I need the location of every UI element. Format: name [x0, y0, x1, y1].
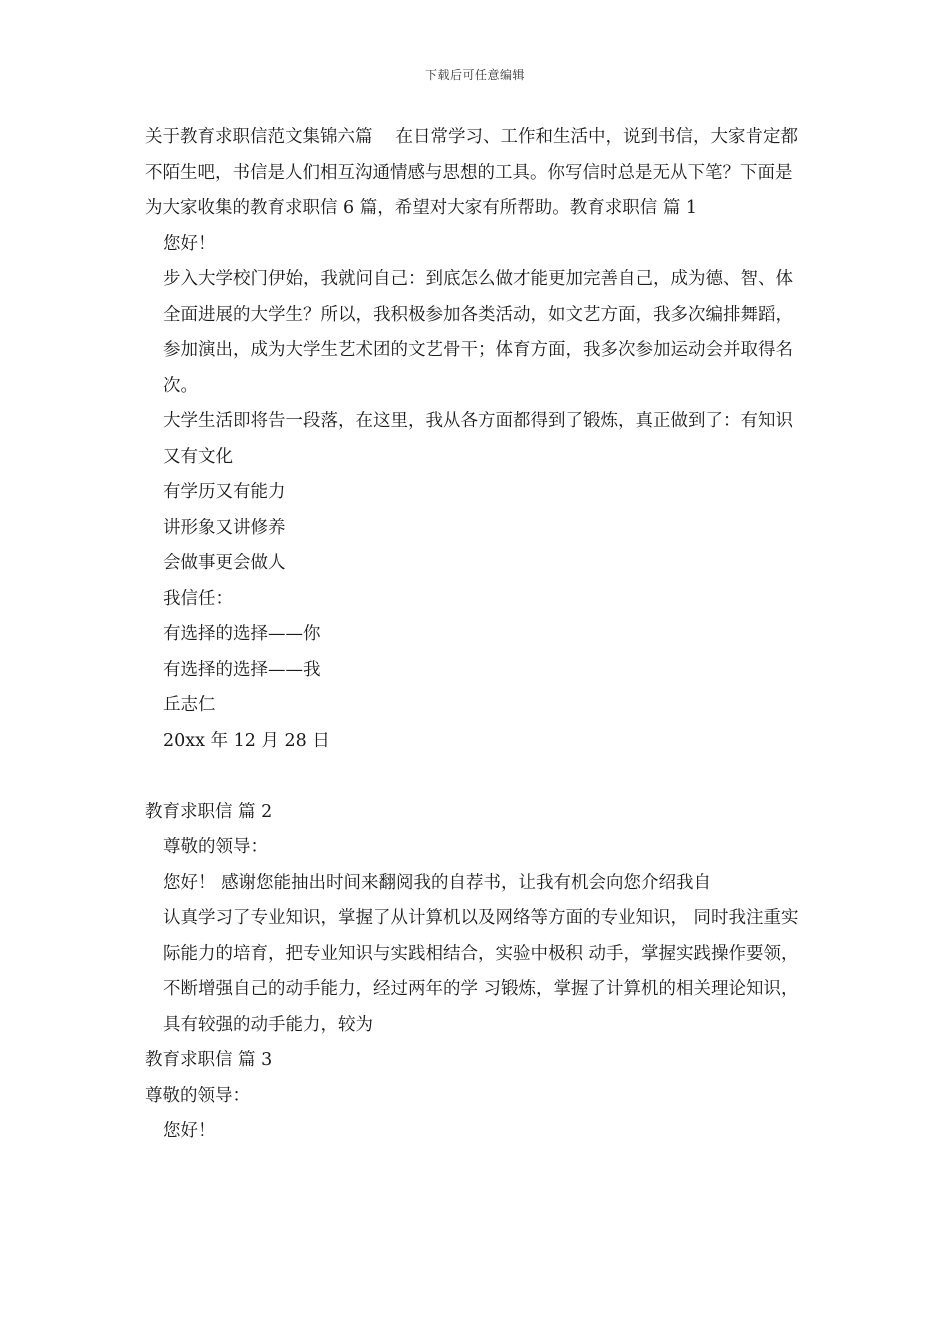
letter1-line-5: 有选择的选择——你 [163, 624, 321, 644]
letter1-date: 20xx 年 12 月 28 日 [163, 730, 330, 751]
letter3-greeting: 您好！ [163, 1121, 216, 1141]
letter3-salutation: 尊敬的领导： [145, 1085, 250, 1106]
letter1-line-6: 有选择的选择——我 [163, 659, 321, 680]
letter1-greeting: 您好！ [163, 233, 216, 254]
letter1-line-4: 我信任： [163, 588, 233, 609]
letter2-paragraph-1: 认真学习了专业知识，掌握了从计算机以及网络等方面的专业知识， 同时我注重实际能力的培育，把专业知识与实践相结合，实验中极积 动手，掌握实践操作要领，不断增强自己的动手能力，经过两年的学 习锻炼，掌握了计算机的相关理论知识，具有较强的动手能力，较为 [163, 908, 799, 1035]
page-header: 下载后可任意编辑 [424, 68, 525, 82]
letter1-line-2: 讲形象又讲修养 [163, 517, 286, 538]
letter1-line-1: 有学历又有能力 [163, 482, 286, 502]
letter2-salutation: 尊敬的领导： [163, 837, 268, 857]
letter1-paragraph-2: 大学生活即将告一段落，在这里，我从各方面都得到了锻炼，真正做到了：有知识又有文化 [163, 411, 793, 467]
letter1-paragraph-1: 步入大学校门伊始，我就问自己：到底怎么做才能更加完善自己，成为德、智、体全面进展的大学生？所以，我积极参加各类活动，如文艺方面，我多次编排舞蹈，参加演出，成为大学生艺术团的文艺骨干；体育方面，我多次参加运动会并取得名次。 [163, 269, 793, 396]
section-spacer [145, 759, 807, 795]
letter2-title: 教育求职信 篇 2 [145, 801, 273, 822]
letter2-greeting: 您好！ 感谢您能抽出时间来翻阅我的自荐书，让我有机会向您介绍我自 [163, 872, 712, 893]
document-body [145, 120, 807, 1150]
letter3-title: 教育求职信 篇 3 [145, 1050, 273, 1070]
letter1-signature: 丘志仁 [163, 695, 216, 715]
letter1-line-3: 会做事更会做人 [163, 553, 286, 573]
intro-paragraph: 关于教育求职信范文集锦六篇 在日常学习、工作和生活中，说到书信，大家肯定都不陌生吧，书信是人们相互沟通情感与思想的工具。你写信时总是无从下笔？下面是为大家收集的教育求职信 6 篇，希望对大家有所帮助。教育求职信 篇 1 [145, 127, 799, 218]
